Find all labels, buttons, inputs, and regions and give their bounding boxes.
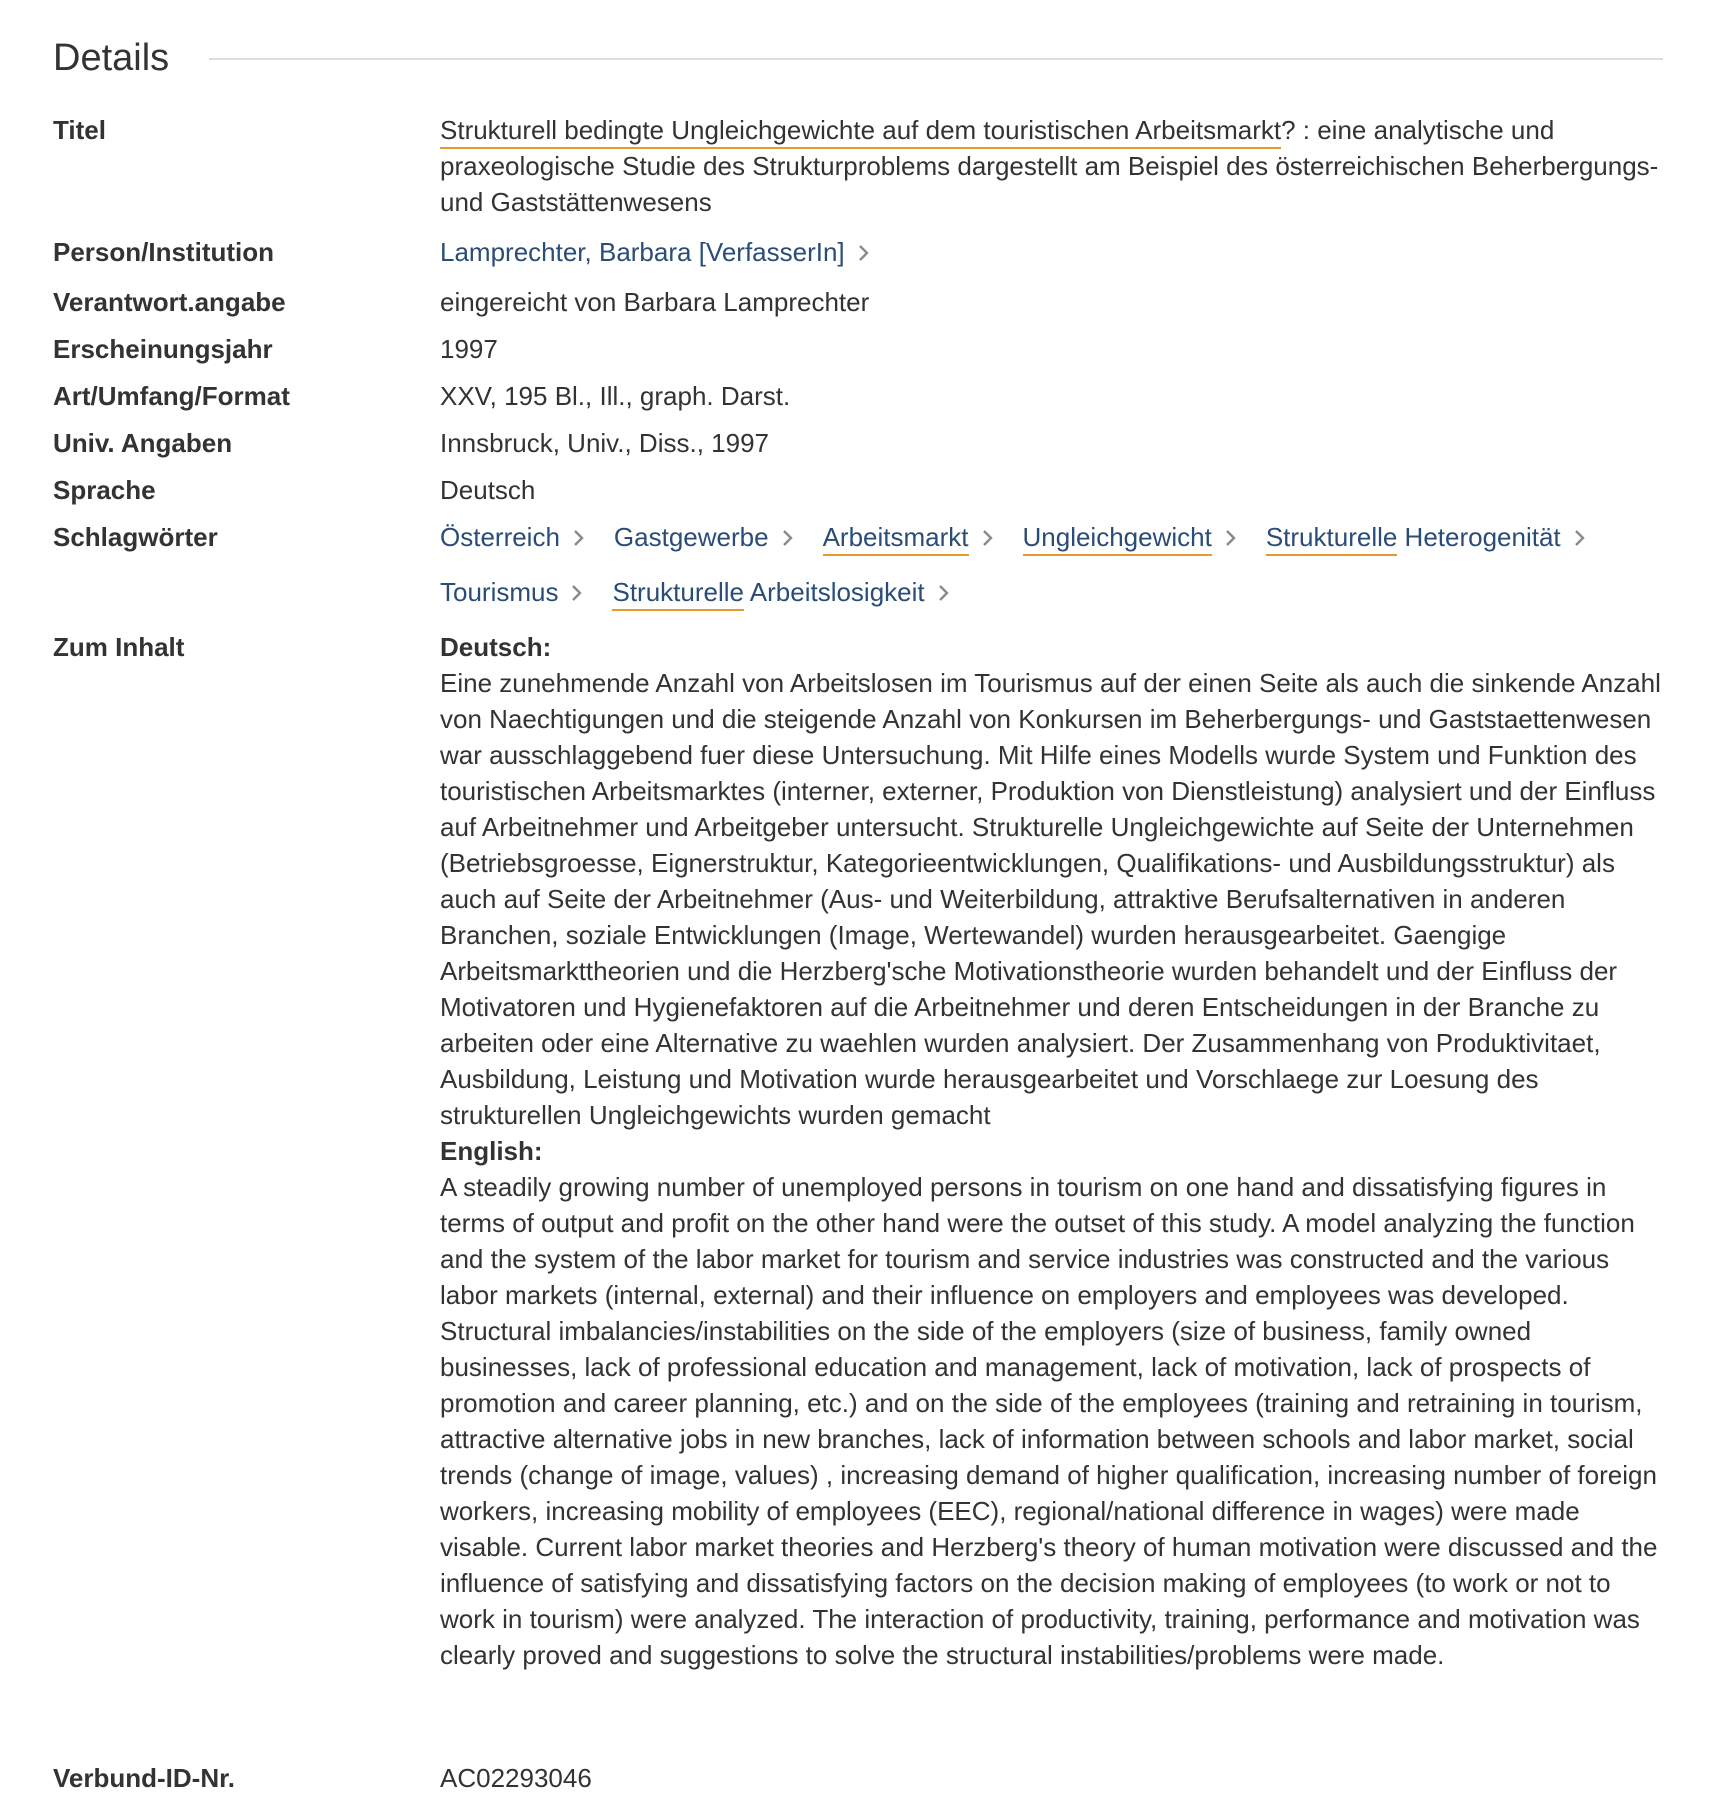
keyword-item[interactable]	[1266, 519, 1593, 555]
keyword-link[interactable]: Ungleichgewicht	[1023, 522, 1212, 556]
keyword-item[interactable]	[612, 574, 978, 610]
value-univ: Innsbruck, Univ., Diss., 1997	[440, 428, 769, 458]
keyword-rest: Heterogenität	[1397, 522, 1561, 552]
label-titel: Titel	[53, 115, 106, 145]
value-verbund: AC02293046	[440, 1763, 592, 1793]
abstract-heading-de: Deutsch:	[440, 632, 552, 662]
keyword-link[interactable]: Gastgewerbe	[613, 522, 769, 552]
keyword-item[interactable]	[440, 519, 614, 555]
keyword-highlight: Strukturelle	[1266, 522, 1398, 556]
section-header	[53, 28, 1663, 88]
label-verbund: Verbund-ID-Nr.	[53, 1763, 236, 1793]
chevron-right-icon[interactable]	[1220, 519, 1244, 555]
label-univ: Univ. Angaben	[53, 428, 233, 458]
section-title: Details	[53, 37, 170, 79]
value-titel	[440, 112, 1665, 220]
chevron-right-icon[interactable]	[1569, 519, 1593, 555]
section-divider	[209, 58, 1663, 60]
keyword-rest: Arbeitslosigkeit	[743, 577, 925, 607]
chevron-right-icon[interactable]	[777, 519, 801, 555]
abstract-text-de: Eine zunehmende Anzahl von Arbeitslosen im Tourismus auf der einen Seite als auch die sinkende Anzahl von Naechtigungen und die steigende Anzahl von Konkursen im Beherbergungs- und Gaststaettenwesen war ausschlaggebend fuer diese Untersuchung. Mit Hilfe eines Modells wurde System und Funktion des touristischen Arbeitsmarktes (interner, externer, Produktion von Dienstleistung) analysiert und der Einfluss auf Arbeitnehmer und Arbeitgeber untersucht. Strukturelle Ungleichgewichte auf Seite der Unternehmen (Betriebsgroesse, Eignerstruktur, Kategorieentwicklungen, Qualifikations- und Ausbildungsstruktur) als auch auf Seite der Arbeitnehmer (Aus- und Weiterbildung, attraktive Berufsalternativen in anderen Branchen, soziale Entwicklungen (Image, Wertewandel) wurden herausgearbeitet. Gaengige Arbeitsmarkttheorien und die Herzberg'sche Motivationstheorie wurden behandelt und der Einfluss der Motivatoren und Hygienefaktoren auf die Arbeitnehmer und deren Entscheidungen in der Branche zu arbeiten oder eine Alternative zu waehlen wurden analysiert. Der Zusammenhang von Produktivitaet, Ausbildung, Leistung und Motivation wurde herausgearbeitet und Vorschlaege zur Loesung des strukturellen Ungleichgewichts wurden gemacht	[440, 668, 1661, 1130]
chevron-right-icon[interactable]	[566, 574, 590, 610]
label-verantwort: Verantwort.angabe	[53, 287, 286, 317]
keyword-link[interactable]	[612, 577, 924, 611]
value-jahr: 1997	[440, 334, 498, 364]
keyword-list	[440, 519, 1665, 610]
abstract-text-en: A steadily growing number of unemployed persons in tourism on one hand and dissatisfying figures in terms of output and profit on the other hand were the outset of this study. A model analyzing the function and the system of the labor market for tourism and service industries was constructed and the various labor markets (internal, external) and their influence on employers and employees was developed. Structural imbalancies/instabilities on the side of the employers (size of business, family owned businesses, lack of professional education and management, lack of motivation, lack of prospects of promotion and career planning, etc.) and on the side of the employees (training and retraining in tourism, attractive alternative jobs in new branches, lack of information between schools and labor market, social trends (change of image, values) , increasing demand of higher qualification, increasing number of foreign workers, increasing mobility of employees (EEC), regional/national difference in wages) were made visable. Current labor market theories and Herzberg's theory of human motivation were discussed and the influence of satisfying and dissatisfying factors on the decision making of employees (to work or not to work in tourism) were analyzed. The interaction of productivity, training, performance and motivation was clearly proved and suggestions to solve the structural instabilities/problems were made.	[440, 1172, 1658, 1670]
chevron-right-icon[interactable]	[853, 234, 877, 270]
keyword-item[interactable]	[823, 519, 1023, 555]
title-subtitle: ? : eine analytische und praxeologische Studie des Strukturproblems dargestellt am Beispiel des österreichischen Beherbergungs- und Gaststättenwesens	[440, 115, 1659, 217]
chevron-right-icon[interactable]	[977, 519, 1001, 555]
value-inhalt	[440, 629, 1665, 1673]
keyword-link[interactable]: Arbeitsmarkt	[823, 522, 969, 556]
label-inhalt: Zum Inhalt	[53, 632, 185, 662]
abstract-heading-en: English:	[440, 1136, 543, 1166]
keyword-item[interactable]	[440, 574, 612, 610]
value-verantwort: eingereicht von Barbara Lamprechter	[440, 287, 870, 317]
label-sprache: Sprache	[53, 475, 156, 505]
keyword-link[interactable]: Österreich	[440, 522, 560, 552]
person-link[interactable]: Lamprechter, Barbara [VerfasserIn]	[440, 237, 845, 267]
keyword-item[interactable]	[614, 519, 823, 555]
label-schlagwoerter: Schlagwörter	[53, 522, 218, 552]
label-format: Art/Umfang/Format	[53, 381, 290, 411]
value-format: XXV, 195 Bl., Ill., graph. Darst.	[440, 381, 791, 411]
keyword-link[interactable]	[1266, 522, 1561, 556]
title-link[interactable]: Strukturell bedingte Ungleichgewichte auf dem touristischen Arbeitsmarkt	[440, 115, 1281, 149]
chevron-right-icon[interactable]	[568, 519, 592, 555]
chevron-right-icon[interactable]	[933, 574, 957, 610]
label-jahr: Erscheinungsjahr	[53, 334, 273, 364]
keyword-highlight: Strukturelle	[612, 577, 744, 611]
keyword-item[interactable]	[1023, 519, 1266, 555]
value-person	[440, 234, 1665, 270]
label-person: Person/Institution	[53, 237, 274, 267]
keyword-link[interactable]: Tourismus	[440, 577, 559, 607]
value-sprache: Deutsch	[440, 475, 536, 505]
